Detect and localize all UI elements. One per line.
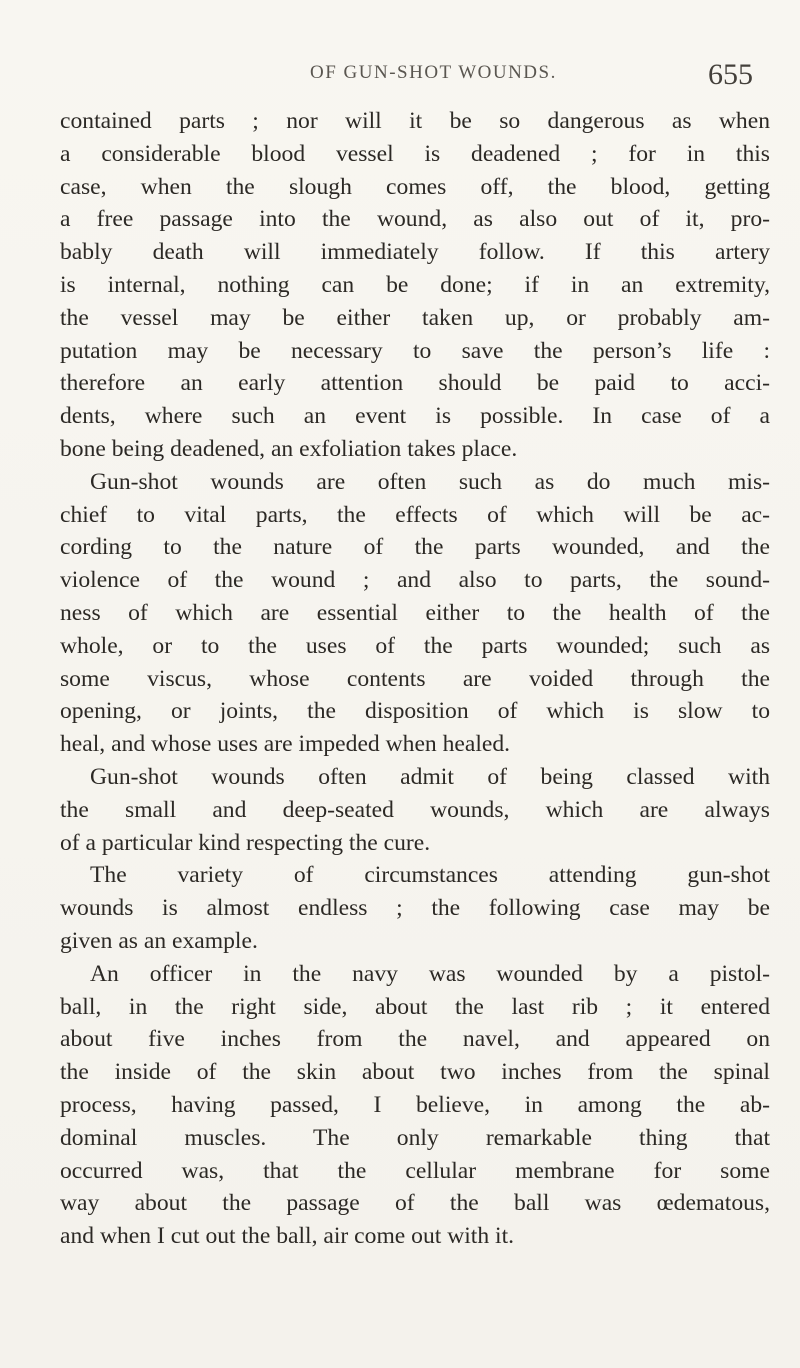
text-line: therefore an early attention should be paid to acci- <box>60 370 770 397</box>
text-line: given as an example. <box>60 927 258 954</box>
text-line: violence of the wound ; and also to parts, the sound- <box>60 567 770 594</box>
text-line: process, having passed, I believe, in among the ab- <box>60 1091 770 1118</box>
text-line: and when I cut out the ball, air come out with it. <box>60 1223 515 1250</box>
text-line: of a particular kind respecting the cure. <box>60 829 431 856</box>
text-line: bably death will immediately follow. If this artery <box>60 239 770 266</box>
text-line: chief to vital parts, the effects of which will be ac- <box>60 501 770 528</box>
body-text <box>60 105 770 1253</box>
text-line: heal, and whose uses are impeded when healed. <box>60 731 511 758</box>
text-line: the small and deep-seated wounds, which are always <box>60 796 770 823</box>
text-line: some viscus, whose contents are voided through the <box>60 665 770 692</box>
text-line: is internal, nothing can be done; if in an extremity, <box>60 271 770 298</box>
text-line: dents, where such an event is possible. In case of a <box>60 403 770 430</box>
text-line: occurred was, that the cellular membrane for some <box>60 1157 770 1184</box>
text-line: opening, or joints, the disposition of which is slow to <box>60 698 770 725</box>
text-line: The variety of circumstances attending gun-shot <box>90 862 770 889</box>
text-line: a considerable blood vessel is deadened ; for in this <box>60 140 770 167</box>
page-number: 655 <box>708 58 753 91</box>
text-line: Gun-shot wounds are often such as do much mis- <box>90 468 770 495</box>
text-line: way about the passage of the ball was œdematous, <box>60 1190 770 1217</box>
text-line: An officer in the navy was wounded by a pistol- <box>90 960 770 987</box>
text-line: a free passage into the wound, as also out of it, pro- <box>60 206 770 233</box>
text-line: about five inches from the navel, and appeared on <box>60 1026 770 1053</box>
text-line: ball, in the right side, about the last rib ; it entered <box>60 993 770 1020</box>
text-line: cording to the nature of the parts wounded, and the <box>60 534 770 561</box>
text-line: case, when the slough comes off, the blood, getting <box>60 173 770 200</box>
text-line: whole, or to the uses of the parts wounded; such as <box>60 632 770 659</box>
text-line: putation may be necessary to save the person’s life : <box>60 337 770 364</box>
text-line: dominal muscles. The only remarkable thing that <box>60 1124 770 1151</box>
text-line: the inside of the skin about two inches from the spinal <box>60 1059 770 1086</box>
text-line: wounds is almost endless ; the following case may be <box>60 895 770 922</box>
text-line: ness of which are essential either to the health of the <box>60 599 770 626</box>
text-line: Gun-shot wounds often admit of being classed with <box>90 763 770 790</box>
running-head <box>0 58 800 98</box>
text-line: bone being deadened, an exfoliation takes place. <box>60 435 518 462</box>
text-line: the vessel may be either taken up, or probably am- <box>60 304 770 331</box>
running-title: OF GUN-SHOT WOUNDS. <box>310 62 557 83</box>
text-line: contained parts ; nor will it be so dangerous as when <box>60 108 770 134</box>
